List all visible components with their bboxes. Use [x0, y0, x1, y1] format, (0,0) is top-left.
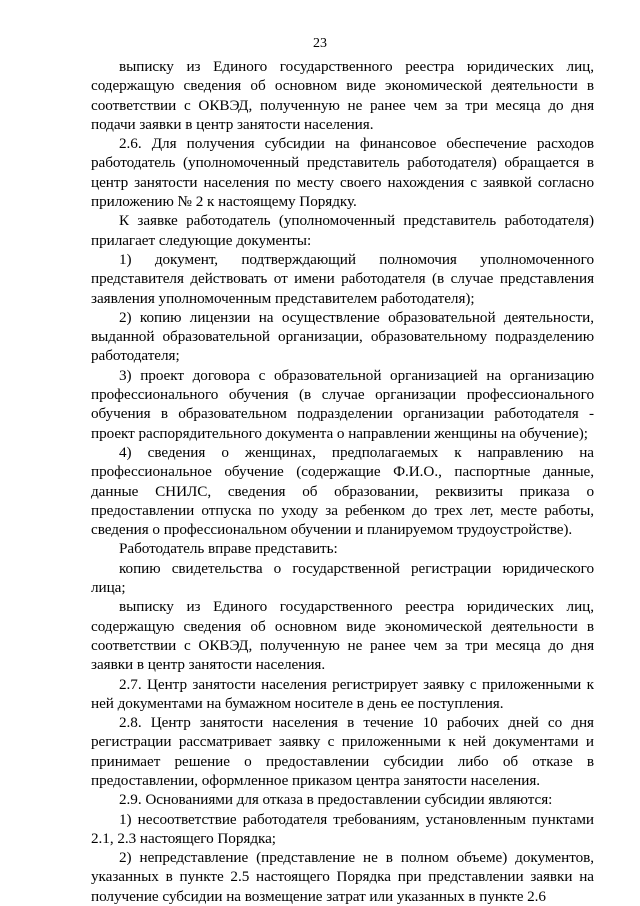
document-body — [91, 57, 594, 906]
paragraph-employer-may-submit: Работодатель вправе представить: — [119, 540, 338, 558]
paragraph-documents-intro: К заявке работодатель (уполномоченный представитель работодателя) прилагает следующие документы: — [91, 212, 594, 249]
page-number: 23 — [313, 36, 327, 51]
paragraph-2-6: 2.6. Для получения субсидии на финансовое обеспечение расходов работодатель (уполномоченный представитель работодателя) обращается в центр занятости населения по месту своего нахождения с заявкой согласно приложению № 2 к настоящему Порядку. — [91, 135, 594, 211]
paragraph-item-4-women-info: 4) сведения о женщинах, предполагаемых к направлению на профессиональное обучение (содержащие Ф.И.О., паспортные данные, данные СНИЛС, сведения об образовании, реквизиты приказа о предоставлении отпуска по уходу за ребенком до трех лет, месте работы, сведения о профессиональном обучении и планируемом трудоустройстве). — [91, 443, 594, 539]
paragraph-refusal-2: 2) непредставление (представление не в полном объеме) документов, указанных в пункте 2.5 настоящего Порядка при представлении заявки на получение субсидии на возмещение затрат или указанных в пункте 2.6 — [91, 849, 594, 905]
paragraph-item-3-contract: 3) проект договора с образовательной организацией на организацию профессионального обучения (в случае организации профессионального обучения в образовательном подразделении организации работодателя - проект распорядительного документа о направлении женщины на обучение); — [91, 366, 594, 442]
paragraph-item-2-license: 2) копию лицензии на осуществление образовательной деятельности, выданной образовательной организации, образовательному подразделению работодателя; — [91, 308, 594, 365]
paragraph-registration-certificate: копию свидетельства о государственной регистрации юридического лица; — [91, 559, 594, 597]
paragraph-extract-registry: выписку из Единого государственного реестра юридических лиц, содержащую сведения об основном виде экономической деятельности в соответствии с ОКВЭД, полученную не ранее чем за три месяца до дня подачи заявки в центр занятости населения. — [91, 58, 594, 133]
paragraph-refusal-1: 1) несоответствие работодателя требованиям, установленным пунктами 2.1, 2.3 настоящего Порядка; — [91, 810, 594, 847]
paragraph-extract-registry-2: выписку из Единого государственного реестра юридических лиц, содержащую сведения об основном виде экономической деятельности в соответствии с ОКВЭД, полученную не ранее чем за три месяца до дня заявки в центр занятости населения. — [91, 598, 594, 674]
paragraph-item-1-authority: 1) документ, подтверждающий полномочия уполномоченного представителя действовать от имени работодателя (в случае представления заявления уполномоченным представителем работодателя); — [91, 250, 594, 307]
paragraph-2-7: 2.7. Центр занятости населения регистрирует заявку с приложенными к ней документами на бумажном носителе в день ее поступления. — [91, 675, 594, 712]
paragraph-2-8: 2.8. Центр занятости населения в течение 10 рабочих дней со дня регистрации рассматривает заявку с приложенными к ней документами и принимает решение о предоставлении субсидии либо об отказе в предоставлении, оформленное приказом центра занятости населения. — [91, 714, 594, 789]
paragraph-2-9: 2.9. Основаниями для отказа в предоставлении субсидии являются: — [119, 791, 553, 809]
